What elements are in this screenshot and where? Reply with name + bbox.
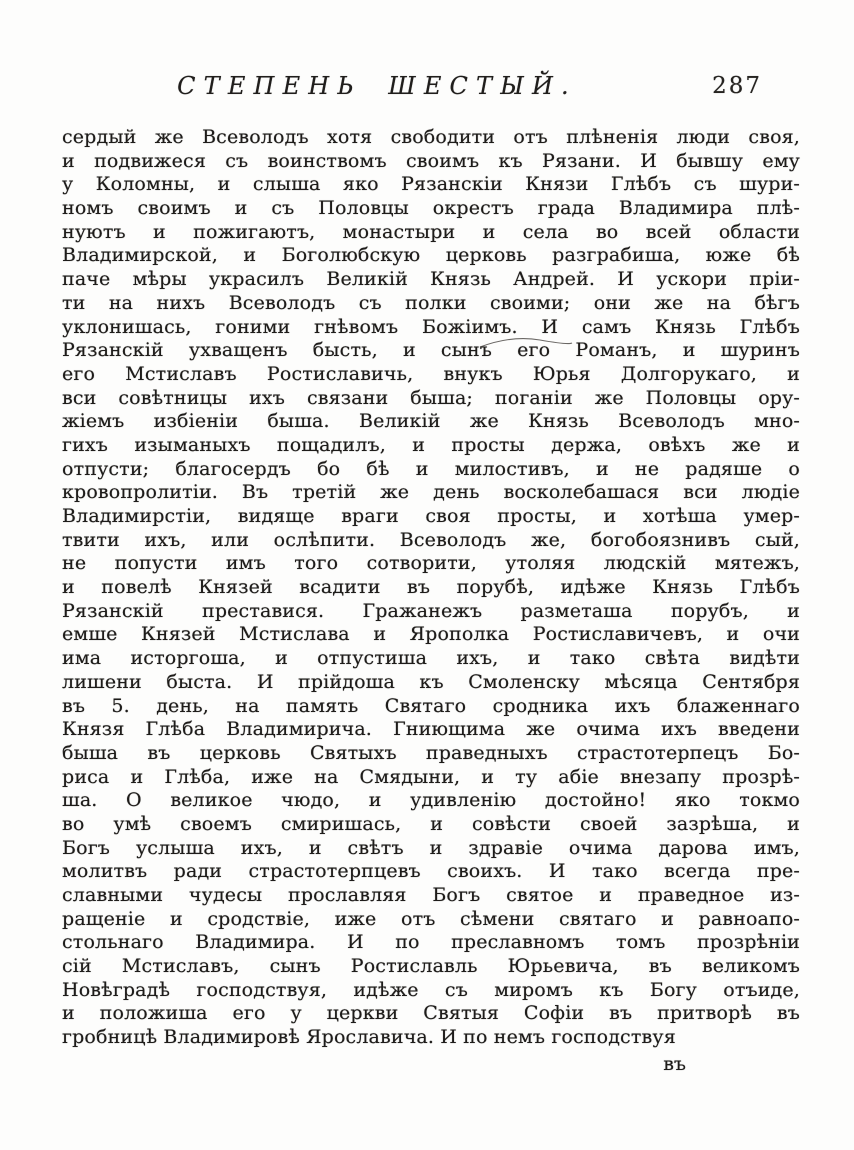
text-line: и подвижеся съ воинствомъ своимъ къ Рязани. И бывшу ему xyxy=(62,149,800,172)
text-line: Рязанскій ухващенъ бысть, и сынъ его Романъ, и шуринъ xyxy=(62,339,800,362)
text-line: паче мѣры украсилъ Великій Князь Андрей. И ускори пріи- xyxy=(62,268,800,291)
page-number: 287 xyxy=(712,73,762,99)
text-line: ша. О великое чюдо, и удивленію достойно! яко токмо xyxy=(62,789,800,812)
text-line: жіемъ избіеніи быша. Великій же Князь Всеволодъ мно- xyxy=(62,410,800,433)
text-block xyxy=(62,126,800,1050)
text-line: има исторгоша, и отпустиша ихъ, и тако свѣта видѣти xyxy=(62,647,800,670)
text-line: во умѣ своемъ смиришась, и совѣсти своей зазрѣша, и xyxy=(62,812,800,835)
catchword: въ xyxy=(663,1053,686,1075)
text-line: емше Князей Мстислава и Ярополка Ростиславичевъ, и очи xyxy=(62,623,800,646)
text-line: въ 5. день, на память Святаго сродника ихъ блаженнаго xyxy=(62,694,800,717)
text-line: уклонишась, гоними гнѣвомъ Божіимъ. И самъ Князь Глѣбъ xyxy=(62,315,800,338)
text-line: и повелѣ Князей всадити въ порубѣ, идѣже Князь Глѣбъ xyxy=(62,576,800,599)
text-line: твити ихъ, или ослѣпити. Всеволодъ же, богобоязнивъ сый, xyxy=(62,528,800,551)
page-header xyxy=(0,72,854,108)
text-line: стольнаго Владимира. И по преславномъ томъ прозрѣніи xyxy=(62,931,800,954)
text-line: быша въ церковь Святыхъ праведныхъ страстотерпецъ Бо- xyxy=(62,741,800,764)
text-line: Богъ услыша ихъ, и свѣтъ и здравіе очима дарова имъ, xyxy=(62,836,800,859)
text-line: его Мстиславъ Ростиславичь, внукъ Юрья Долгорукаго, и xyxy=(62,362,800,385)
text-line: вси совѣтницы ихъ связани быша; поганіи же Половцы ору- xyxy=(62,386,800,409)
text-line: Князя Глѣба Владимирича. Гниющима же очима ихъ введени xyxy=(62,718,800,741)
text-line: ращеніе и сродствіе, иже отъ сѣмени святаго и равноапо- xyxy=(62,907,800,930)
text-line: Рязанскій преставися. Гражанежъ разметаша порубъ, и xyxy=(62,599,800,622)
text-line: Новѣградѣ господствуя, идѣже съ миромъ къ Богу отъиде, xyxy=(62,978,800,1001)
text-line: кровопролитіи. Въ третій же день восколебашася вси людіе xyxy=(62,481,800,504)
text-line: Владимирской, и Боголюбскую церковь разграбиша, юже бѣ xyxy=(62,244,800,267)
text-line: и положиша его у церкви Святыя Софіи въ притворѣ въ xyxy=(62,1002,800,1025)
text-line: у Коломны, и слыша яко Рязанскіи Князи Глѣбъ съ шури- xyxy=(62,173,800,196)
text-line: нуютъ и пожигаютъ, монастыри и села во всей области xyxy=(62,220,800,243)
text-line: Владимирстіи, видяще враги своя просты, и хотѣша умер- xyxy=(62,505,800,527)
text-line: риса и Глѣба, иже на Смядыни, и ту абіе внезапу прозрѣ- xyxy=(62,765,800,788)
text-line: молитвъ ради страстотерпцевъ своихъ. И тако всегда пре- xyxy=(62,860,800,883)
text-line: гихъ изыманыхъ пощадилъ, и просты держа, овѣхъ же и xyxy=(62,433,800,456)
text-line: лишени быста. И прійдоша къ Смоленску мѣсяца Сентября xyxy=(62,670,800,693)
text-line: ти на нихъ Всеволодъ съ полки своими; они же на бѣгъ xyxy=(62,291,800,314)
text-line: не попусти имъ того сотворити, утоляя людскій мятежъ, xyxy=(62,552,800,575)
text-line: номъ своимъ и съ Половцы окрестъ града Владимира плѣ- xyxy=(62,197,800,220)
running-title: СТЕПЕНЬ ШЕСТЫЙ. xyxy=(177,72,577,100)
text-line: славными чудесы прославляя Богъ святое и праведное из- xyxy=(62,884,800,906)
text-line: сій Мстиславъ, сынъ Ростиславль Юрьевича, въ великомъ xyxy=(62,955,800,978)
text-line: сердый же Всеволодъ хотя свободити отъ плѣненія люди своя, xyxy=(62,126,800,148)
text-line: отпусти; благосердъ бо бѣ и милостивъ, и не радяше о xyxy=(62,457,800,480)
text-line: гробницѣ Владимировѣ Ярославича. И по немъ господствуя xyxy=(62,1026,676,1049)
